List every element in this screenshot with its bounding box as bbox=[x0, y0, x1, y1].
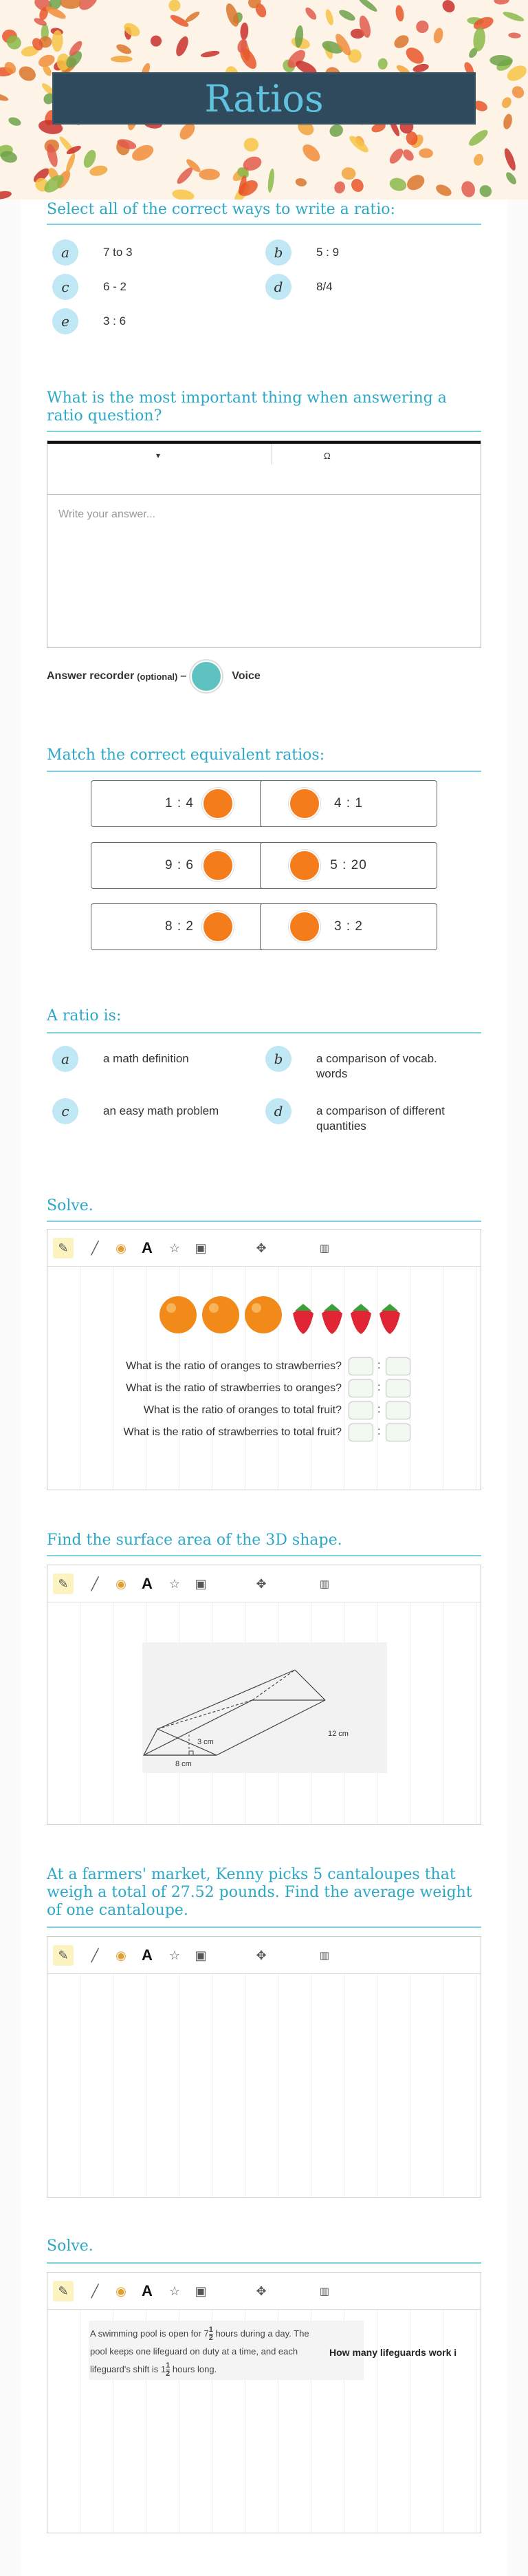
leaf-decoration bbox=[81, 148, 98, 169]
fruit-question-3: What is the ratio of oranges to total fruit? bbox=[143, 1404, 342, 1416]
orange-fruit bbox=[202, 1296, 239, 1333]
leaf-decoration bbox=[467, 127, 490, 149]
q1-option-e[interactable]: e 3 : 6 bbox=[52, 308, 126, 334]
leaf-decoration bbox=[89, 164, 109, 177]
leaf-decoration bbox=[324, 8, 335, 26]
q1-option-a[interactable]: a 7 to 3 bbox=[52, 239, 133, 266]
trash-icon[interactable]: ▥ bbox=[319, 2286, 330, 2297]
q2-title: What is the most important thing when answering a ratio question? bbox=[47, 389, 447, 425]
answer-box-1a[interactable] bbox=[349, 1357, 373, 1375]
q6-title: Find the surface area of the 3D shape. bbox=[47, 1532, 342, 1549]
leaf-decoration bbox=[243, 138, 259, 152]
ratio-colon: : bbox=[377, 1426, 381, 1437]
move-icon[interactable]: ✥ bbox=[256, 1948, 267, 1962]
leaf-decoration bbox=[295, 178, 307, 188]
record-button[interactable] bbox=[190, 661, 222, 692]
strawberry-leaf bbox=[353, 1304, 369, 1311]
drawing-area-3[interactable] bbox=[47, 1936, 481, 2198]
drawing-area-2[interactable] bbox=[47, 1565, 481, 1825]
image-icon[interactable]: ▣ bbox=[195, 1576, 207, 1591]
match-right-2[interactable]: 5 : 20 bbox=[260, 842, 437, 889]
match-left-2[interactable]: 9 : 6 bbox=[91, 842, 268, 889]
leaf-decoration bbox=[472, 14, 495, 32]
q7-title: At a farmers' market, Kenny picks 5 cantaloupes that weigh a total of 27.52 pounds. Find the average weight of one cantaloupe. bbox=[47, 1866, 472, 1919]
match-handle-right-3[interactable] bbox=[289, 911, 320, 943]
orange-highlight bbox=[166, 1303, 176, 1313]
pencil-icon[interactable]: ✎ bbox=[53, 1574, 74, 1594]
leaf-decoration bbox=[0, 190, 12, 200]
leaf-decoration bbox=[328, 122, 345, 139]
leaf-decoration bbox=[338, 8, 357, 23]
move-icon[interactable]: ✥ bbox=[256, 1241, 267, 1255]
leaf-decoration bbox=[267, 168, 275, 193]
leaf-decoration bbox=[401, 147, 416, 162]
leaf-decoration bbox=[357, 0, 379, 14]
match-handle-right-2[interactable] bbox=[289, 850, 320, 881]
move-icon[interactable]: ✥ bbox=[256, 2284, 267, 2298]
q2-divider bbox=[47, 431, 481, 432]
diagram-background bbox=[142, 1642, 387, 1773]
leaf-decoration bbox=[184, 10, 201, 23]
leaf-decoration bbox=[509, 84, 527, 101]
q4-divider bbox=[47, 1032, 481, 1033]
leaf-decoration bbox=[434, 182, 453, 198]
strawberry-fruit bbox=[351, 1309, 371, 1334]
header-banner bbox=[0, 0, 528, 200]
pencil-icon[interactable]: ✎ bbox=[53, 1238, 74, 1258]
leaf-decoration bbox=[174, 34, 191, 58]
drawing-area-1[interactable] bbox=[47, 1229, 481, 1490]
leaf-decoration bbox=[200, 50, 220, 58]
leaf-decoration bbox=[395, 5, 405, 22]
q3-divider bbox=[47, 771, 481, 772]
star-icon[interactable]: ☆ bbox=[168, 1241, 181, 1255]
ratio-colon: : bbox=[377, 1382, 381, 1393]
omega-icon[interactable]: Ω bbox=[324, 451, 331, 461]
orange-highlight bbox=[209, 1303, 219, 1313]
page-title: Ratios bbox=[204, 76, 324, 120]
length-label: 12 cm bbox=[328, 1730, 349, 1738]
leaf-decoration bbox=[115, 42, 133, 56]
match-handle-left-1[interactable] bbox=[202, 788, 234, 819]
match-right-1[interactable]: 4 : 1 bbox=[260, 780, 437, 827]
base-label: 8 cm bbox=[175, 1760, 192, 1768]
q4-option-d[interactable]: d a comparison of different quantities bbox=[265, 1098, 472, 1134]
ratio-colon: : bbox=[377, 1404, 381, 1415]
image-icon[interactable]: ▣ bbox=[195, 2284, 207, 2298]
draw-toolbar-1 bbox=[47, 1230, 481, 1267]
q8-title: Solve. bbox=[47, 2237, 94, 2255]
orange-fruit bbox=[245, 1296, 282, 1333]
q4-title: A ratio is: bbox=[47, 1007, 122, 1024]
strawberry-fruit bbox=[322, 1309, 342, 1334]
recorder-label: Answer recorder bbox=[47, 670, 135, 682]
highlighter-icon[interactable]: ╱ bbox=[91, 1948, 99, 1962]
leaf-decoration bbox=[504, 171, 518, 186]
strawberry-leaf bbox=[295, 1304, 311, 1311]
text-icon[interactable]: A bbox=[142, 2282, 153, 2299]
highlighter-icon[interactable]: ╱ bbox=[91, 1241, 99, 1255]
leaf-decoration bbox=[111, 56, 133, 63]
text-icon[interactable]: A bbox=[142, 1239, 153, 1256]
text-icon[interactable]: A bbox=[142, 1946, 153, 1964]
answer-box-3a[interactable] bbox=[349, 1402, 373, 1419]
ratio-colon: : bbox=[377, 1360, 381, 1371]
q1-option-c[interactable]: c 6 - 2 bbox=[52, 274, 126, 300]
leaf-decoration bbox=[387, 147, 406, 167]
q1-title: Select all of the correct ways to write a ratio: bbox=[47, 201, 395, 218]
strawberry-fruit bbox=[293, 1309, 314, 1334]
match-left-3[interactable]: 8 : 2 bbox=[91, 903, 268, 950]
orange-highlight bbox=[252, 1303, 261, 1313]
orange-fruit bbox=[160, 1296, 197, 1333]
leaf-decoration bbox=[0, 92, 9, 103]
match-right-3[interactable]: 3 : 2 bbox=[260, 903, 437, 950]
strawberry-leaf bbox=[324, 1304, 340, 1311]
match-handle-left-2[interactable] bbox=[202, 850, 234, 881]
answer-box-4b[interactable] bbox=[386, 1424, 410, 1441]
match-handle-left-3[interactable] bbox=[202, 911, 234, 943]
image-icon[interactable]: ▣ bbox=[195, 1948, 207, 1962]
leaf-decoration bbox=[472, 153, 485, 167]
q1-divider bbox=[47, 224, 481, 225]
highlighter-icon[interactable]: ╱ bbox=[91, 2284, 99, 2298]
drawing-area-4[interactable] bbox=[47, 2272, 481, 2533]
leaf-decoration bbox=[349, 177, 366, 194]
leaf-decoration bbox=[199, 169, 220, 180]
color-wheel-icon[interactable]: ◉ bbox=[116, 1241, 126, 1255]
leaf-decoration bbox=[16, 63, 38, 83]
leaf-decoration bbox=[333, 180, 346, 195]
image-icon[interactable]: ▣ bbox=[195, 1241, 207, 1255]
leaf-decoration bbox=[300, 141, 323, 164]
font-dropdown-icon[interactable]: ▾ bbox=[156, 451, 161, 460]
leaf-decoration bbox=[65, 153, 77, 173]
leaf-decoration bbox=[341, 167, 356, 180]
trash-icon[interactable]: ▥ bbox=[319, 1950, 330, 1962]
leaf-decoration bbox=[494, 0, 509, 5]
leaf-decoration bbox=[171, 188, 195, 200]
answer-placeholder: Write your answer... bbox=[58, 508, 156, 520]
height-label: 3 cm bbox=[197, 1738, 214, 1746]
strawberry-fruit bbox=[380, 1309, 400, 1334]
fruit-question-2: What is the ratio of strawberries to oranges? bbox=[126, 1382, 342, 1394]
leaf-decoration bbox=[477, 183, 494, 200]
leaf-decoration bbox=[148, 33, 164, 49]
leaf-decoration bbox=[388, 176, 408, 193]
leaf-decoration bbox=[502, 10, 525, 23]
q8-divider bbox=[47, 2262, 481, 2264]
leaf-decoration bbox=[503, 147, 518, 172]
color-wheel-icon[interactable]: ◉ bbox=[116, 2284, 126, 2298]
move-icon[interactable]: ✥ bbox=[256, 1576, 267, 1591]
problem-text: A swimming pool is open for 7 $\frac{1}{2}$ hours during a day. The pool keeps one lifeguard on duty at a time, and each lifeguard's shift is 1 $\frac{1}{2}$ hours long. bbox=[90, 2326, 309, 2379]
q4-option-a[interactable]: a a math definition bbox=[52, 1046, 189, 1072]
leaf-decoration bbox=[122, 21, 142, 39]
title-box bbox=[52, 72, 476, 125]
mixed-fraction-2: $\frac{1}{2}$ bbox=[166, 2361, 170, 2379]
recorder-optional: (optional) bbox=[137, 671, 178, 682]
leaf-decoration bbox=[377, 58, 388, 70]
leaf-decoration bbox=[460, 180, 477, 199]
mixed-fraction-1: $\frac{1}{2}$ bbox=[208, 2326, 213, 2343]
q3-title: Match the correct equivalent ratios: bbox=[47, 747, 325, 764]
leaf-decoration bbox=[432, 27, 444, 44]
editor-toolbar bbox=[47, 441, 481, 495]
trash-icon[interactable]: ▥ bbox=[319, 1243, 330, 1254]
answer-box-4a[interactable] bbox=[349, 1424, 373, 1441]
grid-background bbox=[47, 1974, 481, 2197]
match-handle-right-1[interactable] bbox=[289, 788, 320, 819]
pencil-icon[interactable]: ✎ bbox=[53, 2281, 74, 2301]
star-icon[interactable]: ☆ bbox=[168, 1576, 181, 1591]
leaf-decoration bbox=[440, 0, 457, 15]
answer-recorder bbox=[47, 661, 261, 692]
leaf-decoration bbox=[168, 0, 181, 12]
answer-box-2b[interactable] bbox=[386, 1380, 410, 1397]
text-icon[interactable]: A bbox=[142, 1575, 153, 1592]
trash-icon[interactable]: ▥ bbox=[319, 1578, 330, 1590]
answer-box-2a[interactable] bbox=[349, 1380, 373, 1397]
pencil-icon[interactable]: ✎ bbox=[53, 1945, 74, 1966]
answer-editor[interactable] bbox=[47, 440, 481, 648]
fruit-question-1: What is the ratio of oranges to strawberries? bbox=[126, 1360, 342, 1372]
voice-label: Voice bbox=[232, 670, 261, 682]
color-wheel-icon[interactable]: ◉ bbox=[116, 1948, 126, 1962]
leaf-decoration bbox=[60, 0, 81, 9]
leaf-decoration bbox=[240, 22, 249, 40]
leaf-decoration bbox=[8, 116, 22, 127]
leaf-decoration bbox=[508, 32, 521, 39]
leaf-decoration bbox=[404, 172, 427, 193]
recorder-dash: – bbox=[180, 670, 187, 682]
highlighter-icon[interactable]: ╱ bbox=[91, 1576, 99, 1591]
color-wheel-icon[interactable]: ◉ bbox=[116, 1576, 126, 1591]
draw-toolbar-4 bbox=[47, 2273, 481, 2310]
answer-box-3b[interactable] bbox=[386, 1402, 410, 1419]
q1-option-b[interactable]: b 5 : 9 bbox=[265, 239, 339, 266]
leaf-decoration bbox=[392, 32, 411, 50]
q1-option-d[interactable]: d 8/4 bbox=[265, 274, 333, 300]
star-icon[interactable]: ☆ bbox=[168, 2284, 181, 2298]
q7-divider bbox=[47, 1926, 481, 1928]
fruit-illustration bbox=[47, 1287, 482, 1342]
leaf-decoration bbox=[414, 18, 432, 35]
lifeguard-question: How many lifeguards work i bbox=[329, 2347, 457, 2358]
q5-divider bbox=[47, 1221, 481, 1222]
leaf-decoration bbox=[502, 113, 513, 130]
leaf-decoration bbox=[500, 96, 513, 110]
q4-option-c[interactable]: c an easy math problem bbox=[52, 1098, 219, 1124]
fruit-question-4: What is the ratio of strawberries to total fruit? bbox=[123, 1426, 342, 1438]
leaf-decoration bbox=[419, 148, 433, 158]
prism-diagram bbox=[47, 1642, 482, 1801]
q6-divider bbox=[47, 1555, 481, 1556]
answer-box-1b[interactable] bbox=[386, 1357, 410, 1375]
leaf-decoration bbox=[303, 6, 318, 21]
match-left-1[interactable]: 1 : 4 bbox=[91, 780, 268, 827]
q5-title: Solve. bbox=[47, 1197, 94, 1214]
draw-toolbar-2 bbox=[47, 1565, 481, 1602]
leaf-decoration bbox=[403, 44, 427, 67]
strawberry-leaf bbox=[382, 1304, 398, 1311]
draw-toolbar-3 bbox=[47, 1937, 481, 1974]
star-icon[interactable]: ☆ bbox=[168, 1948, 181, 1962]
q4-option-b[interactable]: b a comparison of vocab. words bbox=[265, 1046, 472, 1082]
